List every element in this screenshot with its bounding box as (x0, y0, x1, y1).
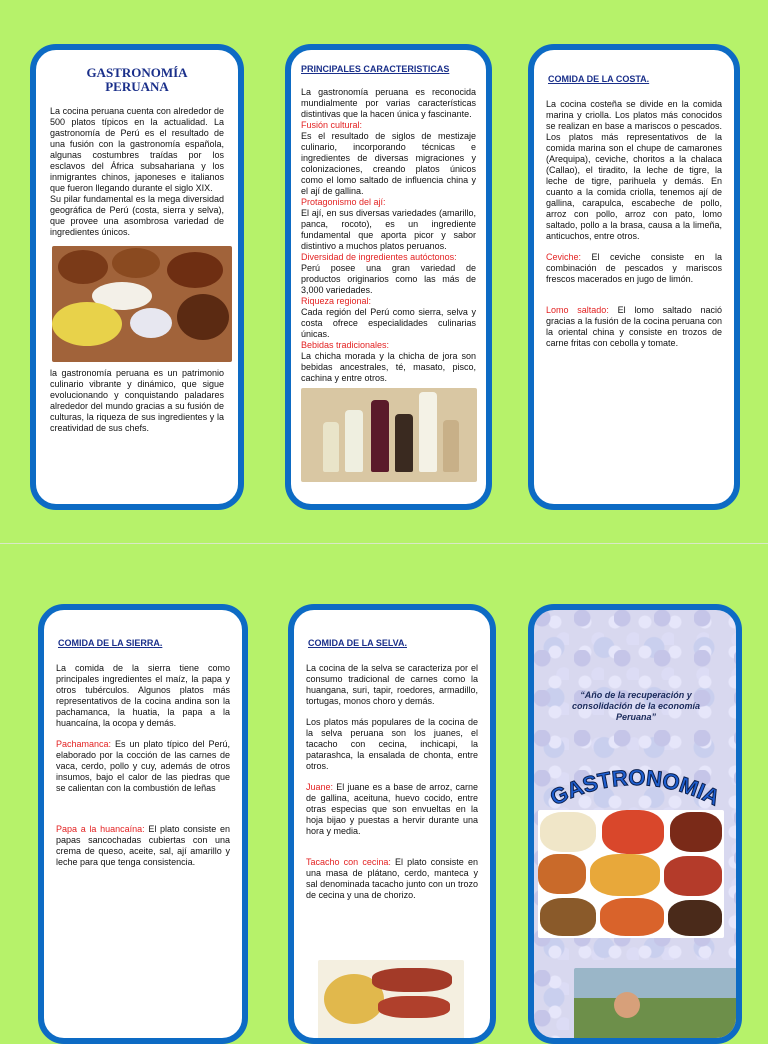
item-text: El plato consiste en papas sancochadas cubiertas con una crema de queso, aceite, sal, ají amarillo y leche para que tenga consistencia. (56, 824, 230, 867)
cover-quote: “Año de la recuperación y consolidación de la economía Peruana” (571, 690, 701, 722)
papa-huancaina-entry (56, 824, 230, 868)
food-photo (52, 246, 232, 362)
coast-paragraph: La cocina costeña se divide en la comida marina y criolla. Los platos más conocidos se realizan en base a mariscos o pescados. Los platos más representativos de la comida marina son el chupe de camarones (Arequipa), ceviche, choritos a la chalaca (Callao), el tiradito, la leche de tigre, la leche de tigre, parihuela y demás. En cuanto a la comida criolla, tenemos ají de gallina, carapulca, escabeche de pollo, arroz con pollo, arroz con pato, lomo saltado, pollo a la brasa, causa a la limeña, anticuchos, entre otros. (546, 99, 722, 241)
selva-paragraph-2: Los platos más populares de la cocina de la selva peruana son los juanes, el tacacho con cecina, inchicapi, la patarashca, la ensalada de chonta, entre otros. (306, 717, 478, 771)
item-text: Cada región del Perú como sierra, selva y costa ofrece especialidades culinarias únicas. (301, 307, 476, 339)
item-label: Fusión cultural: (301, 120, 363, 130)
panel-characteristics (285, 44, 492, 510)
juane-entry (306, 782, 478, 837)
item-label: Diversidad de ingredientes autóctonos: (301, 252, 457, 262)
section-title: COMIDA DE LA SIERRA. (58, 638, 163, 648)
panel-selva (288, 604, 496, 1044)
selva-paragraph: La cocina de la selva se caracteriza por el consumo tradicional de carnes como la huangana, suri, tapir, roedores, armadillo, tortugas, monos choro y demás. (306, 663, 478, 706)
page-fold-line (0, 543, 768, 544)
item-text: Perú posee una gran variedad de productos originarios como las más de 3,000 variedades. (301, 263, 476, 295)
pachamanca-entry (56, 739, 230, 794)
panel-sierra (38, 604, 248, 1044)
item-label: Pachamanca: (56, 739, 112, 749)
item-text: La chicha morada y la chicha de jora son bebidas ancestrales, té, masato, pisco, cachina y entre otros. (301, 351, 476, 383)
item-label: Ceviche: (546, 252, 582, 262)
closing-paragraph: la gastronomía peruana es un patrimonio culinario vibrante y dinámico, que sigue evolucionando y conquistando paladares alrededor del mundo gracias a su fusión de culturas, la riqueza de sus ingredientes y la creatividad de sus chefs. (50, 368, 224, 433)
section-title: COMIDA DE LA SELVA. (308, 638, 407, 648)
item-label: Tacacho con cecina: (306, 857, 391, 867)
item-label: Papa a la huancaína: (56, 824, 145, 834)
intro-paragraph: La cocina peruana cuenta con alrededor de 500 platos típicos en la actualidad. La gastronomía de Perú es el resultado de una fusión con la gastronomía española, algunas costumbres traídas por los esclavos del África subsahariana y los inmigrantes chinos, japoneses e italianos que fueron llegando durante el siglo XIX. (50, 106, 224, 193)
item-label: Juane: (306, 782, 334, 792)
drinks-photo (301, 388, 477, 482)
item-label: Lomo saltado: (546, 305, 609, 315)
item-text: El lomo saltado nació gracias a la fusión de la cocina peruana con la oriental china y consiste en trozos de carne fritas con cebolla y tomate. (546, 305, 722, 348)
section-title: PRINCIPALES CARACTERISTICAS (301, 64, 450, 74)
intro-paragraph-2: Su pilar fundamental es la mega diversidad geográfica de Perú (costa, sierra y selva), que provee una asombrosa variedad de ingredientes únicos. (50, 194, 224, 237)
item-label: Bebidas tradicionales: (301, 340, 390, 350)
tacacho-photo (318, 960, 464, 1040)
item-label: Riqueza regional: (301, 296, 372, 306)
tacacho-entry (306, 857, 478, 901)
cover-title-line1: GASTRONOMIA (546, 764, 724, 811)
panel-cover (528, 604, 742, 1044)
sierra-paragraph: La comida de la sierra tiene como principales ingredientes el maíz, la papa y otros tubérculos. Algunos platos más representativos de la cocina andina son la pachamanca, la huatia, la papa a la huancaína, la ocopa y demás. (56, 663, 230, 728)
panel-intro (30, 44, 244, 510)
item-label: Protagonismo del ají: (301, 197, 386, 207)
item-text: El juane es a base de arroz, carne de gallina, aceituna, huevo cocido, entre otras especias que son envueltas en la hoja bijao y puestas a hervir durante una hora y media. (306, 782, 478, 836)
panel-coast (528, 44, 740, 510)
ceviche-entry (546, 252, 722, 285)
item-text: Es un plato típico del Perú, elaborado por la cocción de las carnes de vaca, cerdo, pollo y cuy, además de otros insumos, bajo el calor de las piedras que se calientan con la combustión de leñas (56, 739, 230, 793)
item-text: Es el resultado de siglos de mestizaje culinario, incorporando técnicas e ingredientes de diversas migraciones y colonizaciones, creando platos únicos como el lomo saltado de influencia china y el ají de gallina. (301, 131, 476, 196)
characteristics-intro: La gastronomía peruana es reconocida mundialmente por varias características distintivas que la hacen única y fascinante. (301, 87, 476, 119)
panel-title: GASTRONOMÍA PERUANA (86, 65, 188, 94)
food-collage (538, 810, 724, 938)
item-text: El plato consiste en una masa de plátano, cerdo, manteca y sal denominada tacacho junto con un trozo de cecina y una de chorizo. (306, 857, 478, 900)
cover-bottom-photo (574, 968, 742, 1044)
section-title: COMIDA DE LA COSTA. (548, 74, 650, 84)
item-text: El ceviche consiste en la combinación de pescados y mariscos frescos macerados en jugo de limón. (546, 252, 722, 284)
item-text: El ají, en sus diversas variedades (amarillo, panca, rocoto), es un ingrediente fundamental que aporta picor y sabor distintivo a muchos platos peruanos. (301, 208, 476, 251)
lomo-saltado-entry (546, 305, 722, 349)
